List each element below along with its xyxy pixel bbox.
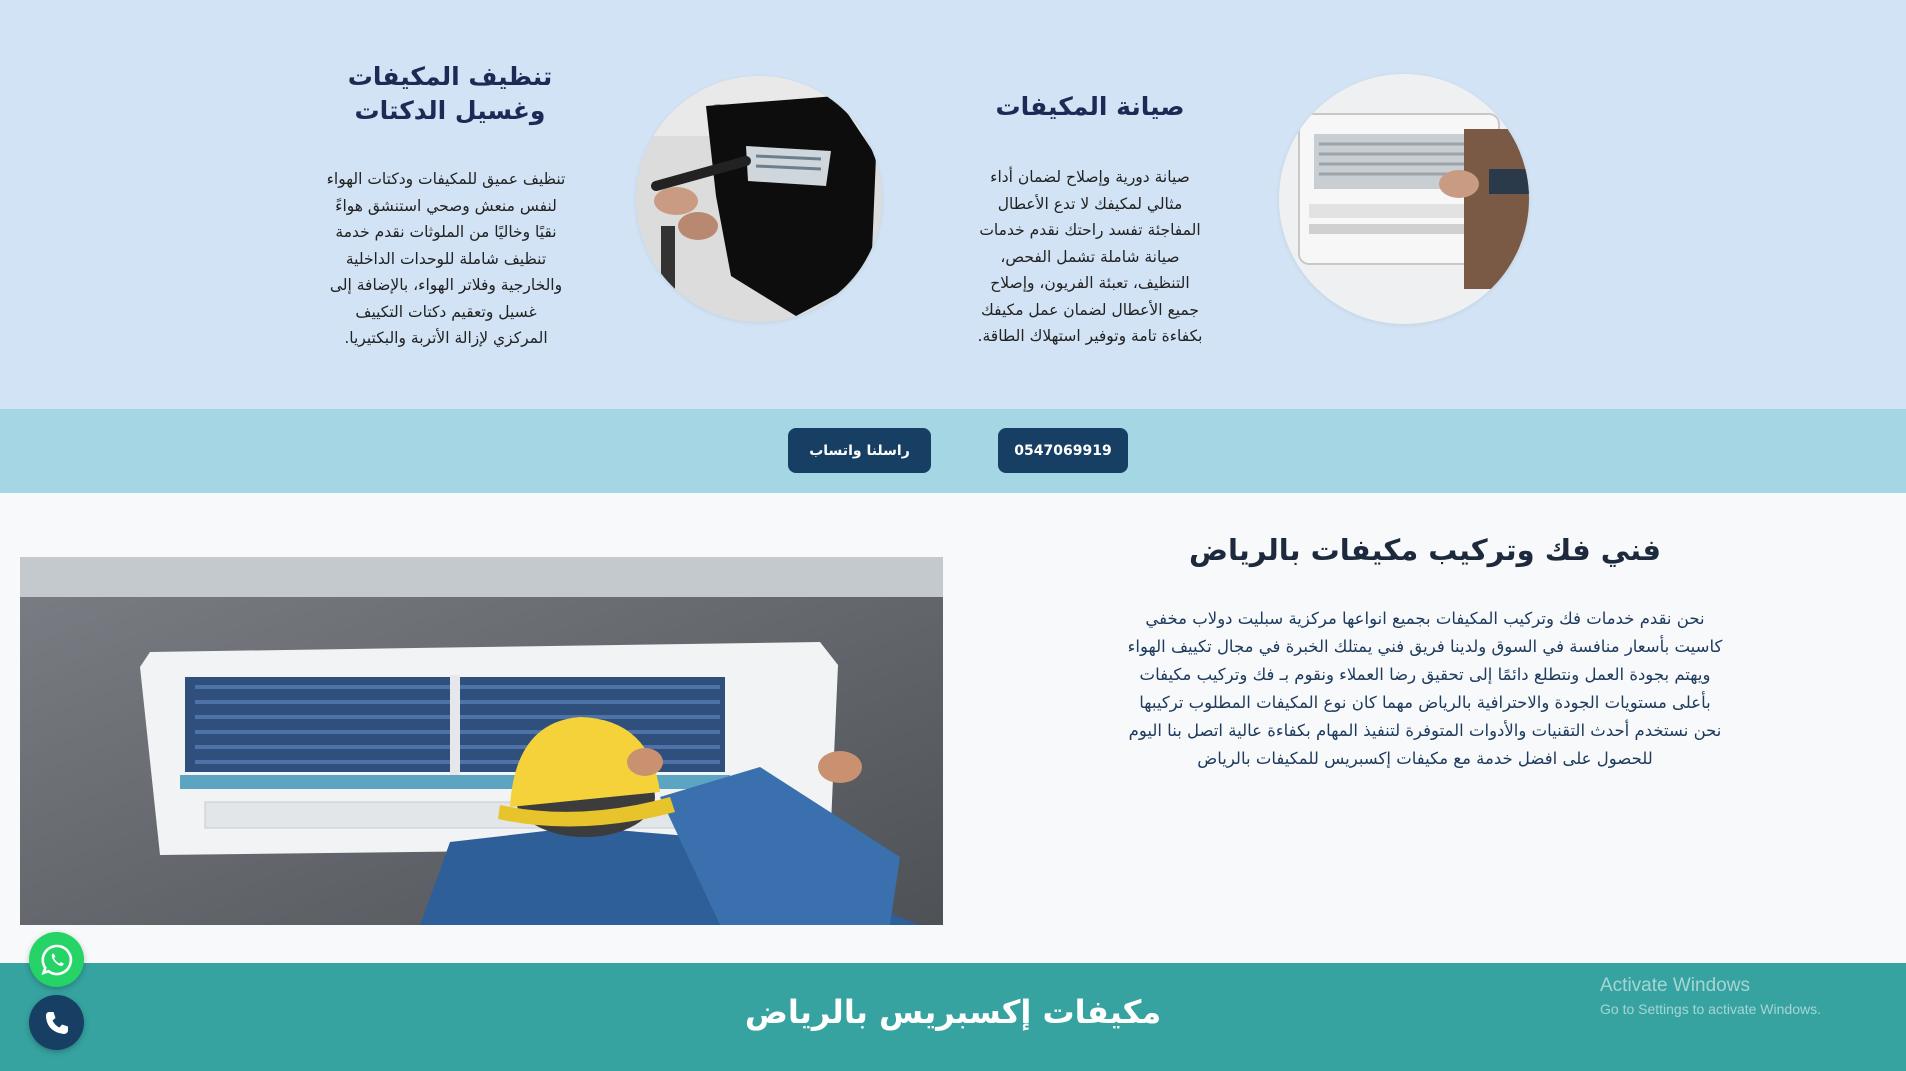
whatsapp-icon bbox=[40, 943, 74, 977]
about-line: بأعلى مستويات الجودة والاحترافية بالرياض مهما كان نوع المكيفات المطلوب تركيبها bbox=[1139, 693, 1711, 712]
about-title: فني فك وتركيب مكيفات بالرياض bbox=[1189, 533, 1661, 567]
maintenance-service-title: صيانة المكيفات bbox=[995, 92, 1185, 121]
cleaning-service-title bbox=[310, 60, 590, 128]
about-line: كاسيت بأسعار منافسة في السوق ولدينا فريق فني يمتلك الخبرة في مجال تكييف الهواء bbox=[1127, 637, 1723, 656]
cleaning-service-description: تنظيف عميق للمكيفات ودكتات الهواء لنفس منعش وصحي استنشق هواءً نقيًا وخاليًا من الملوثات نقدم خدمة تنظيف شاملة للوحدات الداخلية والخارجية وفلاتر الهواء، بالإضافة إلى غسيل وتعقيم دكتات التكييف المركزي لإزالة الأتربة والبكتيريا. bbox=[326, 170, 566, 347]
about-line: للحصول على افضل خدمة مع مكيفات إكسبريس للمكيفات بالرياض bbox=[1197, 749, 1653, 768]
cleaning-service-image bbox=[636, 76, 882, 322]
cleaning-title-line1: تنظيف المكيفات bbox=[347, 62, 553, 91]
phone-float-button[interactable] bbox=[29, 995, 84, 1050]
call-phone-button[interactable]: 0547069919 bbox=[998, 428, 1128, 473]
maintenance-service-image bbox=[1279, 74, 1529, 324]
watermark-line1: Activate Windows bbox=[1600, 975, 1750, 996]
whatsapp-contact-button[interactable]: راسلنا واتساب bbox=[788, 428, 931, 473]
technician-installation-image bbox=[20, 557, 943, 925]
cleaning-title-line2: وغسيل الدكتات bbox=[354, 96, 546, 125]
about-line: نحن نستخدم أحدث التقنيات والأدوات المتوفرة لتنفيذ المهام بكفاءة عالية اتصل بنا اليوم bbox=[1128, 721, 1722, 740]
footer-brand-title: مكيفات إكسبريس بالرياض bbox=[744, 993, 1162, 1031]
cta-bar bbox=[0, 409, 1906, 493]
about-line: ويهتم بجودة العمل ونتطلع دائمًا إلى تحقيق رضا العملاء ونقوم بـ فك وتركيب مكيفات bbox=[1139, 665, 1711, 684]
about-section bbox=[0, 493, 1906, 963]
maintenance-service-description: صيانة دورية وإصلاح لضمان أداء مثالي لمكيفك لا تدع الأعطال المفاجئة تفسد راحتك نقدم خدمات صيانة شاملة تشمل الفحص، التنظيف، تعبئة الفريون، وإصلاح جميع الأعطال لضمان عمل مكيفك بكفاءة تامة وتوفير استهلاك الطاقة. bbox=[977, 168, 1203, 345]
phone-icon bbox=[43, 1009, 71, 1037]
about-description bbox=[1105, 605, 1745, 773]
whatsapp-float-button[interactable] bbox=[29, 932, 84, 987]
services-section bbox=[0, 0, 1906, 409]
activate-windows-watermark bbox=[1600, 975, 1821, 1017]
about-line: نحن نقدم خدمات فك وتركيب المكيفات بجميع انواعها مركزية سبليت دولاب مخفي bbox=[1145, 609, 1705, 628]
watermark-line2: Go to Settings to activate Windows. bbox=[1600, 1001, 1821, 1017]
footer-banner bbox=[0, 963, 1906, 1071]
